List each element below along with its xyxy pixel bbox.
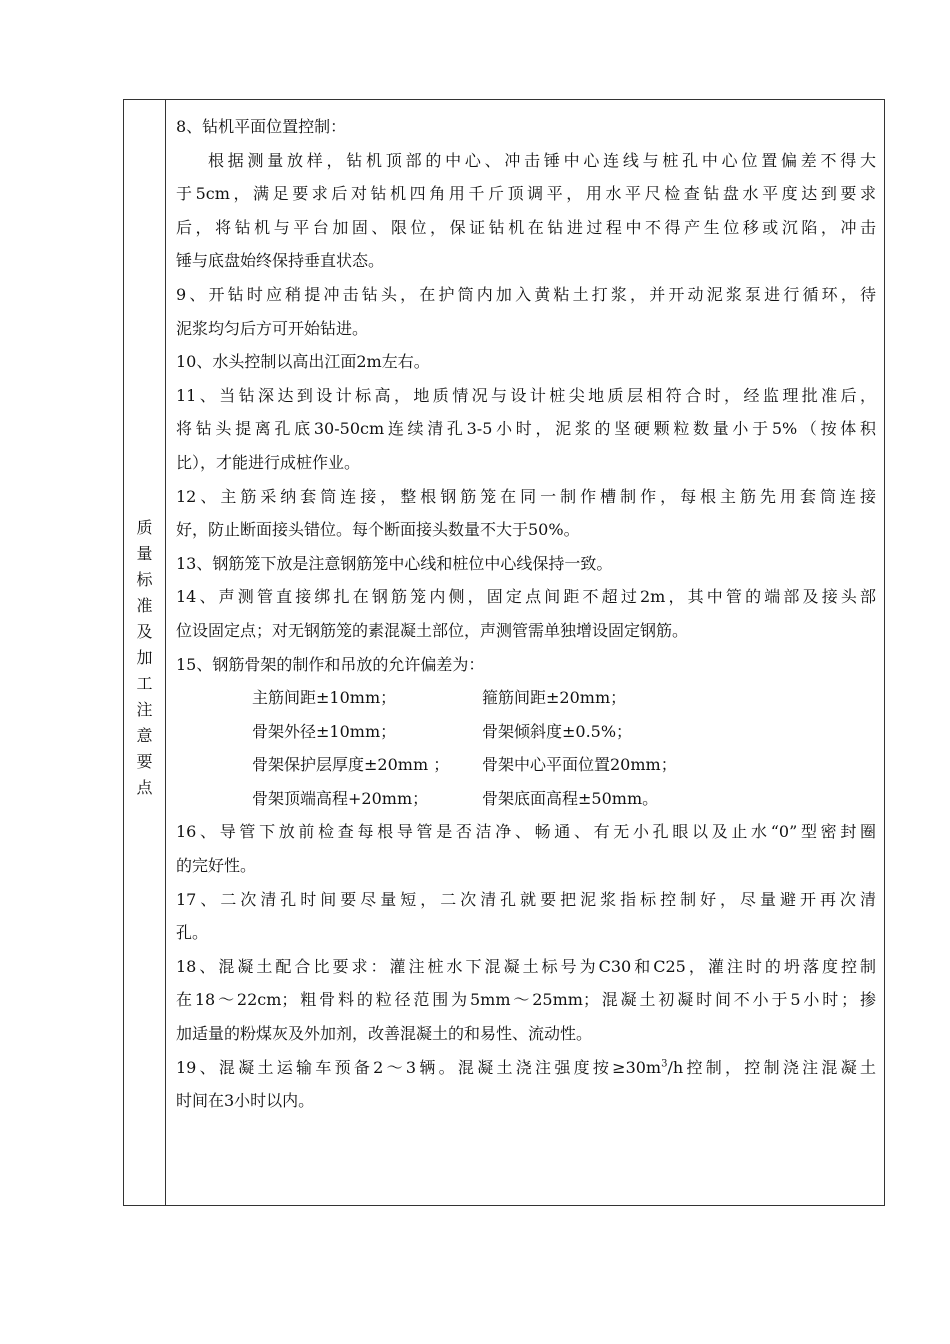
- item-17-text: 孔。: [176, 923, 209, 943]
- item-9-text: 泥浆均匀后方可开始钻进。: [176, 318, 369, 338]
- item-19-text-part: 19、混凝土运输车预备2～3辆。混凝土浇注强度按≥30m: [176, 1057, 662, 1077]
- tolerance-item: 骨架倾斜度±0.5%；: [482, 721, 633, 741]
- item-13-text: 13、钢筋笼下放是注意钢筋笼中心线和桩位中心线保持一致。: [176, 553, 613, 573]
- tolerance-row: [176, 715, 876, 749]
- item-15-title: 15、钢筋骨架的制作和吊放的允许偏差为：: [176, 654, 485, 674]
- section-label-char: 注: [136, 700, 153, 719]
- item-16-text: 的完好性。: [176, 856, 257, 876]
- section-label-char: 加: [136, 648, 153, 667]
- tolerance-item: 骨架底面高程±50mm。: [482, 788, 659, 808]
- tolerance-item: 箍筋间距±20mm；: [482, 688, 627, 708]
- item-19-text: [176, 1051, 876, 1085]
- tolerance-row: [176, 681, 876, 715]
- item-12-text: 12、主筋采纳套筒连接，整根钢筋笼在同一制作槽制作，每根主筋先用套筒连接: [176, 486, 876, 506]
- section-label-char: 量: [136, 544, 153, 563]
- tolerance-item: 主筋间距±10mm；: [252, 688, 397, 708]
- item-17-text: 17、二次清孔时间要尽量短，二次清孔就要把泥浆指标控制好，尽量避开再次清: [176, 889, 876, 909]
- superscript: 3: [661, 1058, 668, 1070]
- tolerance-item: 骨架保护层厚度±20mm ；: [252, 755, 450, 775]
- item-9-text: 9、开钻时应稍提冲击钻头，在护筒内加入黄粘土打浆，并开动泥浆泵进行循环，待: [176, 284, 876, 304]
- item-18-text: 加适量的粉煤灰及外加剂，改善混凝土的和易性、流动性。: [176, 1024, 593, 1044]
- section-label-char: 及: [136, 622, 153, 641]
- item-11-text: 11、当钻深达到设计标高，地质情况与设计桩尖地质层相符合时，经监理批准后，: [176, 385, 876, 405]
- section-label-char: 点: [136, 778, 153, 797]
- item-14-text: 位设固定点；对无钢筋笼的素混凝土部位，声测管需单独增设固定钢筋。: [176, 620, 689, 640]
- tolerance-item: 骨架顶端高程+20mm；: [252, 788, 429, 808]
- section-label-char: 工: [136, 674, 153, 693]
- section-label-char: 意: [136, 726, 153, 745]
- quality-standard-table: [123, 99, 885, 1206]
- section-label-char: 要: [136, 752, 153, 771]
- section-label-char: 标: [136, 570, 153, 589]
- item-14-text: 14、声测管直接绑扎在钢筋笼内侧，固定点间距不超过2m，其中管的端部及接头部: [176, 587, 876, 607]
- section-label-char: 质: [136, 518, 153, 537]
- item-18-text: 18、混凝土配合比要求：灌注桩水下混凝土标号为C30和C25，灌注时的坍落度控制: [176, 956, 876, 976]
- item-11-text: 比），才能进行成桩作业。: [176, 452, 361, 472]
- item-10-text: 10、水头控制以高出江面2m左右。: [176, 352, 430, 372]
- tolerance-item: 骨架外径±10mm；: [252, 721, 397, 741]
- tolerance-item: 骨架中心平面位置20mm；: [482, 755, 677, 775]
- section-label-char: 准: [136, 596, 153, 615]
- item-16-text: 16、导管下放前检查每根导管是否洁净、畅通、有无小孔眼以及止水“0”型密封圈: [176, 822, 876, 842]
- item-11-text: 将钻头提离孔底30-50cm连续清孔3-5小时，泥浆的坚硬颗粒数量小于5%（按体积: [176, 419, 876, 439]
- item-8-text: 于5cm，满足要求后对钻机四角用千斤顶调平，用水平尺检查钻盘水平度达到要求: [176, 184, 876, 204]
- item-19-text-part: /h控制，控制浇注混凝土: [667, 1057, 876, 1077]
- item-8-text: 锤与底盘始终保持垂直状态。: [176, 251, 385, 271]
- tolerance-row: [176, 782, 876, 816]
- section-label-vertical: [124, 515, 165, 801]
- content-cell: [166, 100, 884, 1205]
- tolerance-row: [176, 748, 876, 782]
- item-19-text: 时间在3小时以内。: [176, 1091, 315, 1111]
- item-8-text: 根据测量放样，钻机顶部的中心、冲击锤中心连线与桩孔中心位置偏差不得大: [208, 150, 876, 170]
- section-label-cell: [124, 100, 166, 1205]
- item-18-text: 在18～22cm；粗骨料的粒径范围为5mm～25mm；混凝土初凝时间不小于5小时；掺: [176, 990, 876, 1010]
- item-8-title: 8、钻机平面位置控制：: [176, 117, 347, 136]
- item-12-text: 好，防止断面接头错位。每个断面接头数量不大于50%。: [176, 520, 580, 540]
- item-8-text: 后，将钻机与平台加固、限位，保证钻机在钻进过程中不得产生位移或沉陷，冲击: [176, 217, 876, 237]
